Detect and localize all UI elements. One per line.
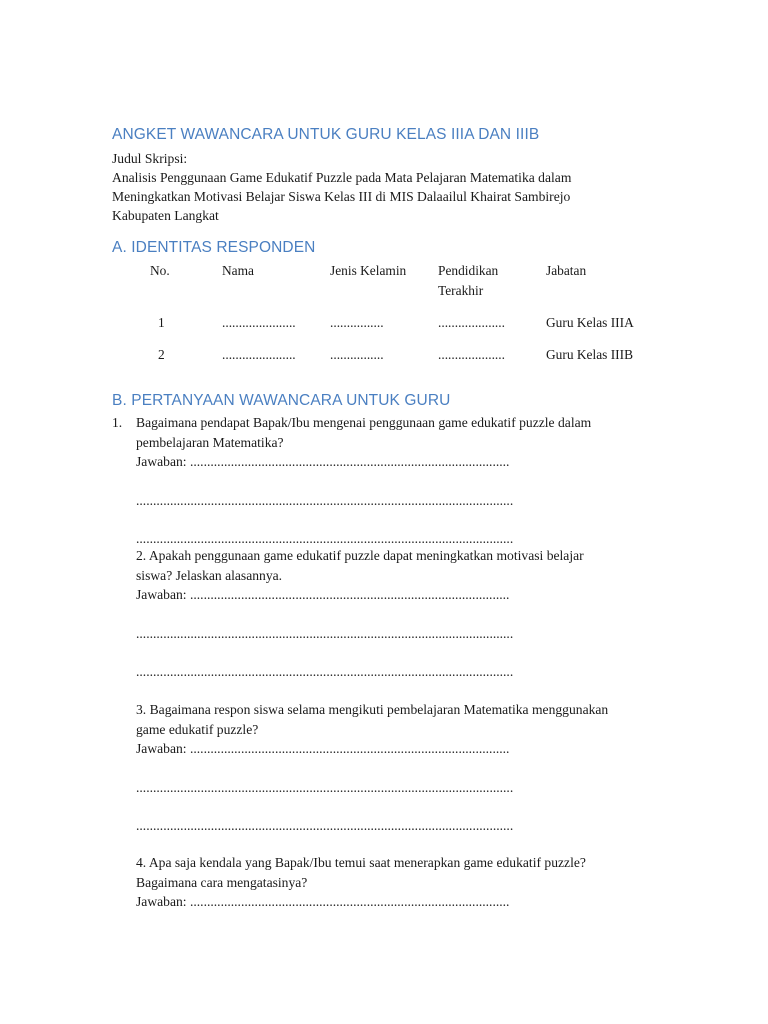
answer-label-2[interactable]: Jawaban: .............................................................................................. <box>136 587 510 602</box>
question-1 <box>136 413 656 549</box>
answer-line-1a[interactable]: ............................................................................................................... <box>136 492 514 508</box>
header-nama: Nama <box>222 263 254 278</box>
header-no: No. <box>150 263 170 278</box>
answer-line-3b[interactable]: ............................................................................................................... <box>136 818 514 833</box>
question-1-number: 1. <box>112 415 123 430</box>
answer-line-2b[interactable]: ............................................................................................................... <box>136 664 514 679</box>
row-1-jenis-kelamin: ................ <box>330 315 384 330</box>
row-2-no: 2 <box>158 347 165 362</box>
section-b-heading: B. PERTANYAAN WAWANCARA UNTUK GURU <box>112 392 451 409</box>
row-2-jabatan: Guru Kelas IIIB <box>546 347 634 362</box>
header-terakhir: Terakhir <box>438 283 484 298</box>
question-4 <box>136 853 656 912</box>
question-3-line-1: 3. Bagaimana respon siswa selama mengikuti pembelajaran Matematika menggunakan <box>136 702 609 717</box>
question-3 <box>136 700 656 836</box>
question-2 <box>136 546 656 682</box>
answer-label-3[interactable]: Jawaban: .............................................................................................. <box>136 741 510 756</box>
header-jenis-kelamin: Jenis Kelamin <box>330 263 407 278</box>
document-title: ANGKET WAWANCARA UNTUK GURU KELAS IIIA DAN IIIB <box>112 126 540 143</box>
section-a-heading: A. IDENTITAS RESPONDEN <box>112 239 316 256</box>
thesis-label: Judul Skripsi: <box>112 151 188 166</box>
row-1-nama: ...................... <box>222 315 296 330</box>
answer-line-2a[interactable]: ............................................................................................................... <box>136 625 514 641</box>
answer-line-3a[interactable]: ............................................................................................................... <box>136 779 514 795</box>
question-4-line-1: 4. Apa saja kendala yang Bapak/Ibu temui saat menerapkan game edukatif puzzle? <box>136 855 586 870</box>
answer-label-4[interactable]: Jawaban: .............................................................................................. <box>136 894 510 909</box>
question-2-line-1: 2. Apakah penggunaan game edukatif puzzle dapat meningkatkan motivasi belajar <box>136 548 584 563</box>
header-jabatan: Jabatan <box>546 263 587 278</box>
question-1-line-2: pembelajaran Matematika? <box>136 434 284 450</box>
answer-line-1b[interactable]: ............................................................................................................... <box>136 531 514 546</box>
row-2-jenis-kelamin: ................ <box>330 347 384 362</box>
row-1-jabatan: Guru Kelas IIIA <box>546 315 634 330</box>
row-1-no: 1 <box>158 315 165 330</box>
thesis-line-1: Analisis Penggunaan Game Edukatif Puzzle pada Mata Pelajaran Matematika dalam <box>112 170 572 185</box>
answer-label-1[interactable]: Jawaban: .............................................................................................. <box>136 454 510 469</box>
header-pendidikan: Pendidikan <box>438 263 499 278</box>
row-2-nama: ...................... <box>222 347 296 362</box>
thesis-line-2: Meningkatkan Motivasi Belajar Siswa Kelas III di MIS Dalaailul Khairat Sambirejo <box>112 189 571 204</box>
thesis-line-3: Kabupaten Langkat <box>112 208 219 223</box>
question-3-line-2: game edukatif puzzle? <box>136 721 259 737</box>
row-1-pendidikan: .................... <box>438 315 505 330</box>
row-2-pendidikan: .................... <box>438 347 505 362</box>
question-4-line-2: Bagaimana cara mengatasinya? <box>136 874 308 890</box>
question-2-line-2: siswa? Jelaskan alasannya. <box>136 567 283 583</box>
question-1-line-1: Bagaimana pendapat Bapak/Ibu mengenai penggunaan game edukatif puzzle dalam <box>136 415 592 430</box>
